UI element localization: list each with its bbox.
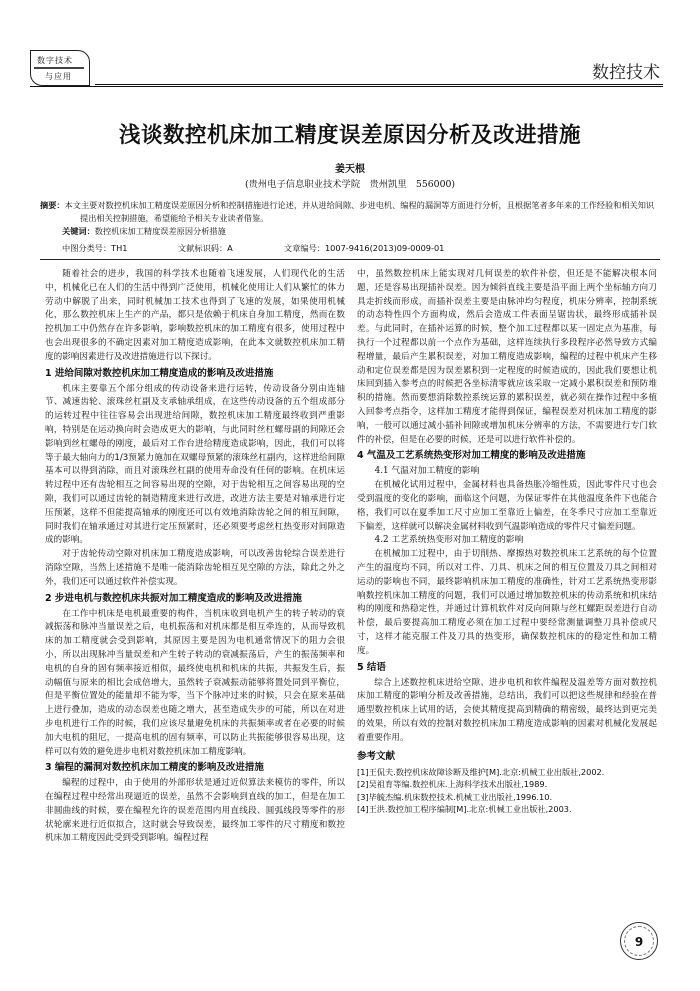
abstract-label: 摘要：: [40, 200, 65, 210]
section-2-paragraph: 在工作中机床是电机最重要的构件，当机床收到电机产生的转子转动的衰减振荡和脉冲当量误差之后，电机振荡和对机床都是相互牵连的，从而导致机床的加工精度就会受到影响，其原因主要是因为电机通常情况下的阻力会很小，所以出现脉冲当量误差和产生转子转动的衰减振荡后，产生的振荡频率和电机的自身的固有频率接近相似，最终使电机和机床的共振，共振发生后，振动幅值与原来的相比会成倍增大，虽然转子衰减振动能够将置处同到平衡位，但是平衡位置处的能量却不能为零，当下个脉冲过来的时候，只会在原来基础上进行叠加，造成的动态误差也随之增大，甚至造成失步的可能，所以在对进步电机进行工作的时候，我们应该尽量避免机床的共振频率或者在必要的时候加大电机的阻尼，一提高电机的固有频率，可以防止共振能够很容易出现，这样可以有效的避免进步电机对数控机床加工精度影响。: [45, 608, 345, 757]
page-number: 9: [634, 935, 644, 949]
keywords-label: 关键词：: [62, 226, 95, 236]
reference-item: [2]吴祖育等编.数控机床.上海科学技术出版社,1989.: [357, 779, 548, 789]
clc-number: 中图分类号：TH1: [62, 243, 128, 253]
left-column: [45, 268, 345, 846]
page-number-seal: [620, 922, 658, 960]
abstract: [40, 199, 660, 225]
section-label: 数控技术: [592, 63, 660, 83]
author-name: 姜天根: [335, 164, 365, 175]
section-5-heading: 5 结语: [357, 661, 386, 673]
abstract-block: [40, 199, 660, 238]
section-1-paragraph-b: 对于齿轮传动空隙对机床加工精度造成影响，可以改善齿轮综合误差进行消除空隙，当然上述措施不是唯一能消除齿轮相互见空隙的方法，除此之外之外，我们还可以通过软件补偿实现。: [45, 549, 345, 587]
section-1-paragraph-a: 机床主要靠五个部分组成的传动设备来进行运转，传动设备分别由连轴节、减速齿轮、滚珠丝杠副及支承轴承组成，在这些传动设备的五个组成部分的运转过程中往往容易会出现进给间隙，数控机床加工精度最终收到严重影响，特别是在运动换向时会造成更大的影响，与此同时丝杠螺母副的间隙还会影响到丝杠螺母的刚度，最后对工作台进给精度造成影响，因此，我们可以将等于最大轴向力的1/3预紧力施加在双螺母预紧的滚珠丝杠副内，这样进给间隙基本可以得到消除，而且对滚珠丝杠副的使用寿命没有任何的影响。在机床运转过程中还有齿轮相互之间容易出现的空隙，对于齿轮相互之间容易出现的空隙，我们可以通过齿轮的制造精度来进行改进，改进方法主要是对轴承进行定压预紧，这样不但能提高轴承的刚度还可以有效地消除齿轮之间的相互间隙，同时我们在轴承通过对其进行定压预紧时，还必须要考虑丝杠热变形对间隙造成的影响。: [45, 383, 345, 546]
article-number: 文章编号：1007-9416(2013)09-0009-01: [284, 243, 445, 253]
references-heading: 参考文献: [357, 750, 396, 762]
subsection-4-2-paragraph: 在机械加工过程中，由于切削热、摩擦热对数控机床工艺系统的每个位置产生的温度均不同，所以对工件、刀具、机床之间的相互位置及刀具之间相对运动的影响也不同，最终影响机床加工精度的准确性，针对工艺系统热变形影响数控机床加工精度的问题，我们可以通过增加数控机床的传动系统和机床结构的刚度和热稳定性，并通过计算机软件对反向间隙与丝杠螺距误差进行自动补偿，最后要提高加工精度必须在加工过程中要经常测量调整刀具补偿或尺寸，这样才能克服工件及刀具的热变形，确保数控机床的的稳定性和加工精度。: [357, 549, 657, 656]
subsection-4-1-heading: 4.1 气温对加工精度的影响: [374, 466, 480, 477]
subsection-4-2-heading: 4.2 工艺系统热变形对加工精度的影响: [374, 535, 524, 546]
article-title: 浅谈数控机床加工精度误差原因分析及改进措施: [118, 123, 581, 148]
keywords: [62, 225, 660, 238]
abstract-separator: [40, 259, 660, 260]
document-code: 文献标识码：A: [178, 243, 233, 253]
journal-badge-line2: 与应用: [45, 72, 72, 81]
section-3-paragraph-continued: 中，虽然数控机床上能实现对几何误差的软件补偿，但还是不能解决根本问题，还是容易出现插补误差。因为倾斜直线主要是沿平面上两个坐标轴方向刀具走折线而形成，而插补误差主要是由脉冲均匀程度，机床分辨率，控制系统的动态特性四个方面构成，然后会造成工件表面呈锯齿状，最终形成插补误差。与此同时，在插补运算的时候，整个加工过程都以某一固定点为基准，每执行一个过程都以前一个点作为基础，这样连续执行多段程序必然导致方式编程增量，最后产生累积误差，对加工精度造成影响，编程的过程中机床产生移动和定位误差都是因为误差累积到一定程度的时候造成的，因此我们要想让机床回到插入参考点的时候把各坐标清零就应该采取一定减小累积误差和预防堆积的措施。然而要想消除数控系统运算的累积误差，就必须在操作过程中多植入回参考点指令，这样加工精度才能得到保证，编程误差对机床加工精度的影响，一般可以通过减小插补间隙或增加机床分辨率的方法，不需要进行专门软件的补偿，但是在必要的时候，还是可以进行软件补偿的。: [357, 269, 657, 445]
header-rule-lower: [30, 86, 663, 87]
keywords-text: 数控机床加工精度误差原因分析措施: [94, 226, 226, 236]
right-column: [357, 268, 657, 816]
conclusion-paragraph: 综合上述数控机床进给空隙、进步电机和软件编程及温差等方面对数控机床加工精度的影响分析及改善措施，总结出，我们可以把这些规律和经验在普通型数控机床上试用的话，会使其精度提高到精确的精密级，最终达到更完美的效果，所以有效的控制对数控机床加工精度造成影响的因素对机械化发展起着重要作用。: [357, 677, 657, 743]
author-affiliation: (贵州电子信息职业技术学院 贵州凯里 556000): [244, 179, 456, 190]
abstract-text: 本文主要对数控机床加工精度误差原因分析和控制措施进行论述，并从进给间隙、步进电机、编程的漏洞等方面进行分析，且根据笔者多年来的工作经验和相关知识提出相关控制措施，希望能给予相关专业读者借鉴。: [64, 200, 655, 223]
section-3-paragraph: 编程的过程中，由于使用的外部形状是通过近似算法来模仿的零件，所以在编程过程中经常出现逼近的误差，虽然不会影响到直线的加工，但是在加工非圆曲线的时候，要在编程允许的误差范围内用直线段、圆弧线段等零件的形状轮廓来进行近似拟合，这时就会导致误差，最终加工零件的尺寸精度和数控机床加工精度因此受到受到影响。编程过程: [45, 778, 345, 844]
reference-item: [4]王洪.数控加工程序编制[M].北京:机械工业出版社,2003.: [357, 804, 572, 814]
subsection-4-1-paragraph: 在机械化试用过程中，金属材料也具备热胀冷缩性质，因此零件尺寸也会受到温度的变化的影响，面临这个问题，为保证零件在其他温度条件下也能合格，我们可以在夏季加工尺寸应加工至靠近上偏差，在冬季尺寸应加工至靠近下偏差，这样就可以解决金属材料收到气温影响造成的零件尺寸偏差问题。: [357, 480, 657, 532]
journal-badge-line1: 数字技术: [37, 56, 73, 65]
section-4-heading: 4 气温及工艺系统热变形对加工精度的影响及改进措施: [357, 450, 586, 462]
intro-paragraph: 随着社会的进步，我国的科学技术也随着飞速发展，人们现代化的生活中，机械化已在人们的生活中得到广泛使用，机械化使用让人们从繁忙的体力劳动中解脱了出来，同时机械加工技术也得到了飞速的发展，如果使用机械化，那么数控机床上生产的产品，都只是依赖于机床自身加工精度，然而在数控机加工中仍然存在许多影响，影响数控机床的加工精度有很多，使用过程中也会出现很多的不确定因素对加工精度造成影响，在此本文就数控机床加工精度的影响因素进行及改进措施进行以下探讨。: [45, 269, 345, 362]
journal-badge: [30, 50, 90, 86]
journal-badge-bar: [34, 67, 84, 69]
reference-item: [3]毕毓杰编.机床数控技术.机械工业出版社,1996.10.: [357, 791, 553, 802]
section-2-heading: 2 步进电机与数控机床共振对加工精度造成的影响及改进措施: [45, 592, 302, 604]
section-1-heading: 1 进给间隙对数控机床加工精度造成的影响及改进措施: [45, 367, 274, 379]
section-3-heading: 3 编程的漏洞对数控机床加工精度的影响及改进措施: [45, 762, 264, 774]
reference-item: [1]王侃夫.数控机床故障诊断及维护[M].北京:机械工业出版社,2002.: [357, 766, 605, 777]
header-rule: [95, 84, 663, 85]
